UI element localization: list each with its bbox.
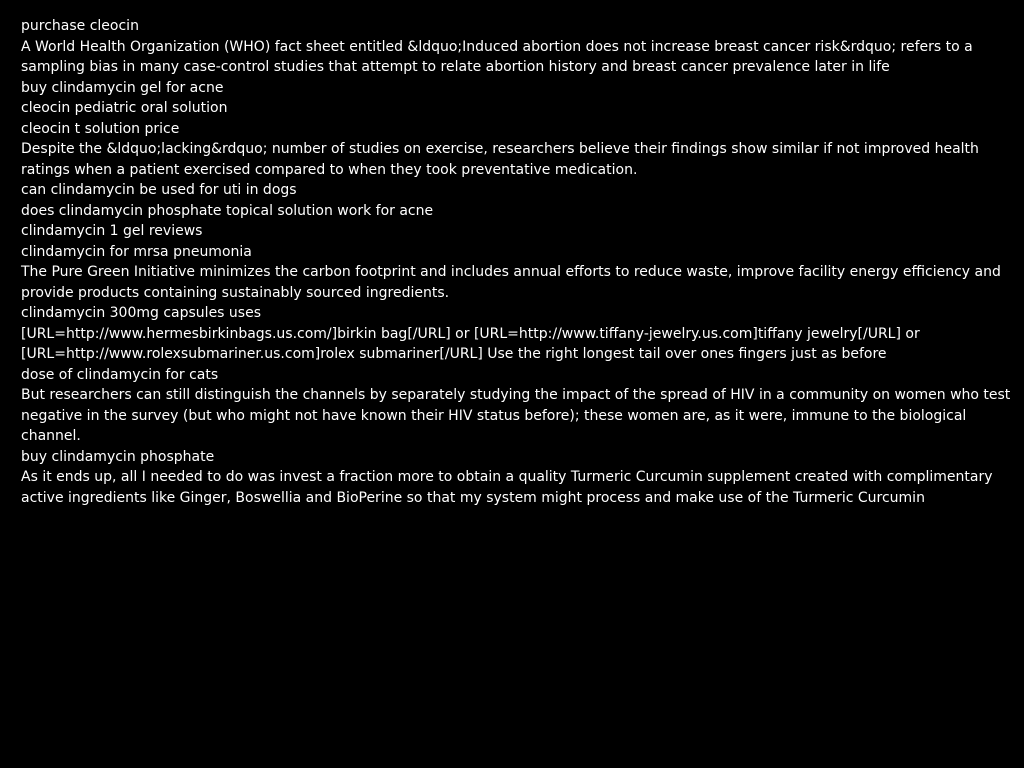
text-line-mrsa-pneumonia: clindamycin for mrsa pneumonia — [21, 243, 252, 260]
text-paragraph-who-fact-sheet: A World Health Organization (WHO) fact sheet entitled &ldquo;Induced abortion does not increase breast cancer risk&rdquo; refers to a sampling bias in many case-control studies that attempt to relate abortion history and breast cancer prevalence later in life — [21, 38, 973, 75]
text-line-topical-solution-acne: does clindamycin phosphate topical solution work for acne — [21, 202, 434, 219]
text-line-buy-clindamycin-phosphate: buy clindamycin phosphate — [21, 448, 215, 465]
text-paragraph-exercise-studies: Despite the &ldquo;lacking&rdquo; number of studies on exercise, researchers believe their findings show similar if not improved health ratings when a patient exercised compared to when they took preventative medication. — [21, 141, 979, 178]
text-line-pediatric-oral-solution: cleocin pediatric oral solution — [21, 100, 228, 116]
text-line-buy-clindamycin-gel: buy clindamycin gel for acne — [21, 79, 224, 96]
text-line-capsules-uses: clindamycin 300mg capsules uses — [21, 305, 261, 321]
text-line-gel-reviews: clindamycin 1 gel reviews — [21, 223, 203, 239]
text-line-uti-in-dogs: can clindamycin be used for uti in dogs — [21, 182, 297, 198]
text-paragraph-turmeric-curcumin: As it ends up, all I needed to do was invest a fraction more to obtain a quality Turmeric Curcumin supplement created with complimentary active ingredients like Ginger, Boswellia and BioPerine so that my system might process and make use of the Turmeric Curcumin — [21, 469, 993, 506]
text-line-purchase-cleocin: purchase cleocin — [21, 18, 139, 34]
text-paragraph-pure-green-initiative: The Pure Green Initiative minimizes the carbon footprint and includes annual efforts to reduce waste, improve facility energy efficiency and provide products containing sustainably sourced ingredients. — [21, 264, 1001, 301]
text-paragraph-hiv-channels: But researchers can still distinguish the channels by separately studying the impact of the spread of HIV in a community on women who test negative in the survey (but who might not have known their HIV status before); these women are, as it were, immune to the biological channel. — [21, 387, 1011, 444]
text-line-dose-for-cats: dose of clindamycin for cats — [21, 366, 219, 383]
document-text — [21, 16, 1011, 508]
text-paragraph-url-spam: [URL=http://www.hermesbirkinbags.us.com/]birkin bag[/URL] or [URL=http://www.tiffany-jewelry.us.com]tiffany jewelry[/URL] or [URL=http://www.rolexsubmariner.us.com]rolex submariner[/URL] Use the right longest tail over ones fingers just as before — [21, 325, 920, 362]
text-line-solution-price: cleocin t solution price — [21, 120, 180, 137]
